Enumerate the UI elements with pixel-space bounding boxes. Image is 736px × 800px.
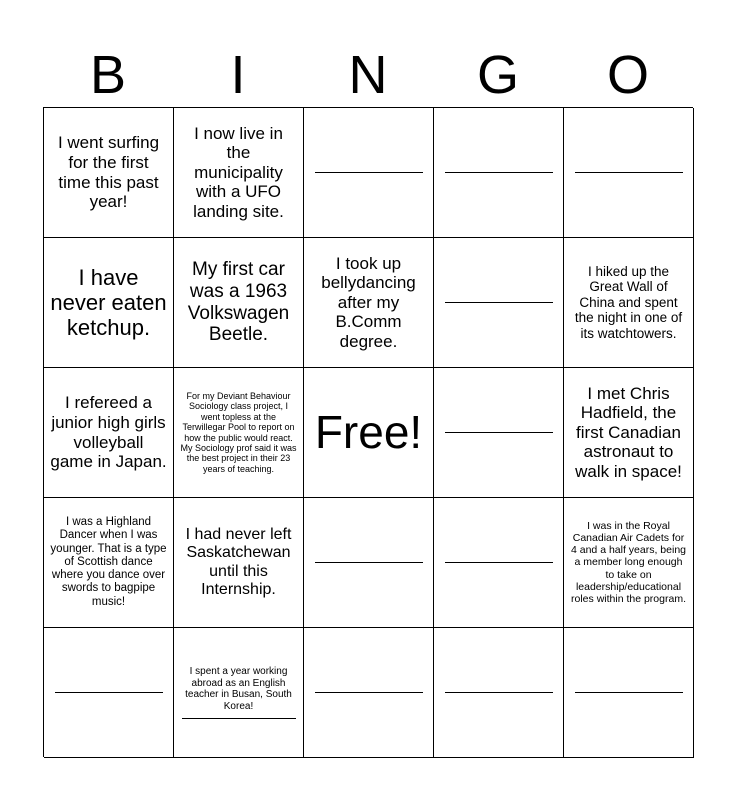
bingo-cell[interactable] [44,368,174,498]
bingo-cell[interactable] [44,628,174,758]
signature-line [445,172,553,173]
bingo-cell[interactable] [434,628,564,758]
cell-text: I went surfing for the first time this past year! [57,133,160,212]
cell-text: I was in the Royal Canadian Air Cadets for 4 and a half years, being a member long enough to take on leadership/educational roles within the program. [571,520,686,605]
cell-text: I hiked up the Great Wall of China and spent the night in one of its watchtowers. [574,263,683,341]
bingo-cell[interactable] [434,368,564,498]
free-space-text: Free! [314,406,423,459]
bingo-cell[interactable] [304,498,434,628]
bingo-cell[interactable] [174,498,304,628]
signature-line [445,692,553,693]
signature-line [575,172,683,173]
bingo-cell[interactable] [44,108,174,238]
signature-line [55,692,163,693]
cell-text: For my Deviant Behaviour Sociology class project, I went topless at the Terwillegar Pool to report on how the public would react. My Sociology prof said it was the best project in their 23 years of teaching. [180,391,297,474]
cell-text: My first car was a 1963 Volkswagen Beetle. [187,258,290,346]
bingo-cell[interactable] [174,368,304,498]
cell-text: I have never eaten ketchup. [50,264,167,341]
header-letter-i: I [230,45,246,105]
header-letter-n: N [348,45,388,105]
bingo-cell[interactable] [564,498,694,628]
bingo-cell[interactable] [564,108,694,238]
bingo-cell[interactable] [44,498,174,628]
bingo-cell[interactable] [434,108,564,238]
bingo-cell[interactable] [304,628,434,758]
signature-line [445,562,553,563]
bingo-cell[interactable] [44,238,174,368]
free-space[interactable] [304,368,434,498]
cell-text: I had never left Saskatchewan until this Internship. [185,525,292,598]
cell-text: I was a Highland Dancer when I was younger. That is a type of Scottish dance where you dance over swords to bagpipe music! [50,516,167,608]
bingo-cell[interactable] [434,238,564,368]
bingo-board [43,107,693,757]
bingo-cell[interactable] [564,368,694,498]
header-letter-g: G [476,45,519,105]
bingo-cell[interactable] [174,628,304,758]
signature-line [182,718,296,719]
cell-text: I refereed a junior high girls volleyball game in Japan. [50,393,167,472]
cell-text: I now live in the municipality with a UFO landing site. [193,123,284,221]
bingo-cell[interactable] [304,238,434,368]
cell-text: I took up bellydancing after my B.Comm degree. [321,253,416,351]
bingo-cell[interactable] [174,238,304,368]
header-letter-o: O [606,45,649,105]
signature-line [315,562,423,563]
cell-text: I met Chris Hadfield, the first Canadian astronaut to walk in space! [575,383,682,481]
header-letter-b: B [89,45,127,105]
signature-line [315,172,423,173]
signature-line [575,692,683,693]
cell-text: I spent a year working abroad as an English teacher in Busan, South Korea! [185,666,292,712]
bingo-cell[interactable] [434,498,564,628]
bingo-cell[interactable] [564,628,694,758]
bingo-cell[interactable] [304,108,434,238]
signature-line [445,302,553,303]
signature-line [315,692,423,693]
bingo-cell[interactable] [174,108,304,238]
bingo-cell[interactable] [564,238,694,368]
signature-line [445,432,553,433]
bingo-header [43,40,693,110]
